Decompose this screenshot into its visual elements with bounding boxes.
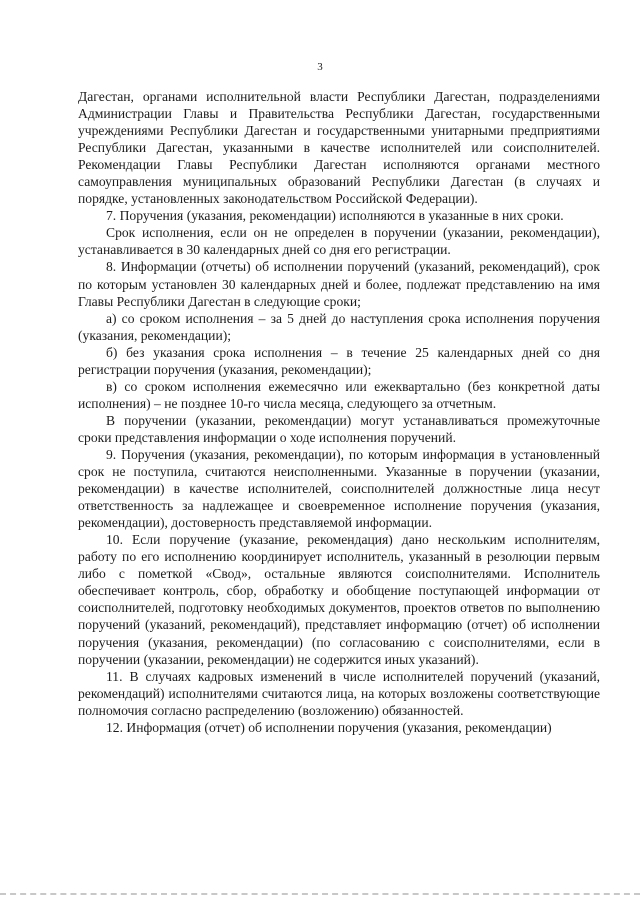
paragraph-7-deadline: Срок исполнения, если он не определен в поручении (указании, рекомендации), устанавливается в 30 календарных дней со дня его регистрации.	[78, 225, 600, 258]
paragraph-8-interim-deadlines: В поручении (указании, рекомендации) могут устанавливаться промежуточные сроки представления информации о ходе исполнения поручений.	[78, 412, 600, 445]
paragraph-8-item-c: в) со сроком исполнения ежемесячно или ежеквартально (без конкретной даты исполнения) – не позднее 10-го числа месяца, следующего за отчетным.	[78, 378, 600, 411]
paragraph-10: 10. Если поручение (указание, рекомендация) дано нескольким исполнителям, работу по его исполнению координирует исполнитель, указанный в резолюции первым либо с пометкой «Свод», остальные являются соисполнителями. Исполнитель обеспечивает контроль, сбор, обработку и обобщение поступающей информации от соисполнителей, подготовку необходимых документов, проектов ответов по выполнению поручений (указаний, рекомендаций), представляет информацию (отчет) об исполнении поручения (указания, рекомендации) (по согласованию с соисполнителями, если в поручении (указании, рекомендации) не содержится иных указаний).	[78, 532, 600, 667]
paragraph-11: 11. В случаях кадровых изменений в числе исполнителей поручений (указаний, рекомендаций) исполнителями считаются лица, на которых возложены соответствующие полномочия согласно распределению (возложению) обязанностей.	[78, 668, 600, 718]
scan-edge-divider	[0, 893, 640, 895]
paragraph-8: 8. Информации (отчеты) об исполнении поручений (указаний, рекомендаций), срок по которым установлен 30 календарных дней и более, подлежат представлению на имя Главы Республики Дагестан в следующие сроки;	[78, 259, 600, 309]
page-number: 3	[317, 61, 323, 73]
paragraph-7: 7. Поручения (указания, рекомендации) исполняются в указанные в них сроки.	[106, 208, 564, 224]
paragraph-12: 12. Информация (отчет) об исполнении поручения (указания, рекомендации)	[106, 719, 552, 735]
document-body	[78, 88, 600, 736]
paragraph-continuation: Дагестан, органами исполнительной власти Республики Дагестан, подразделениями Администрации Главы и Правительства Республики Дагестан, государственными учреждениями Республики Дагестан и государственными унитарными предприятиями Республики Дагестан, указанными в качестве исполнителей или соисполнителей. Рекомендации Главы Республики Дагестан исполняются органами местного самоуправления муниципальных образований Республики Дагестан (в случаях и порядке, установленных законодательством Российской Федерации).	[78, 89, 600, 207]
paragraph-8-item-a: а) со сроком исполнения – за 5 дней до наступления срока исполнения поручения (указания, рекомендации);	[78, 310, 600, 343]
paragraph-8-item-b: б) без указания срока исполнения – в течение 25 календарных дней со дня регистрации поручения (указания, рекомендации);	[78, 344, 600, 377]
paragraph-9: 9. Поручения (указания, рекомендации), по которым информация в установленный срок не поступила, считаются неисполненными. Указанные в поручении (указании, рекомендации) в качестве исполнителей, соисполнителей должностные лица несут ответственность за надлежащее и своевременное исполнение поручения (указания, рекомендации), достоверность представляемой информации.	[78, 446, 600, 531]
